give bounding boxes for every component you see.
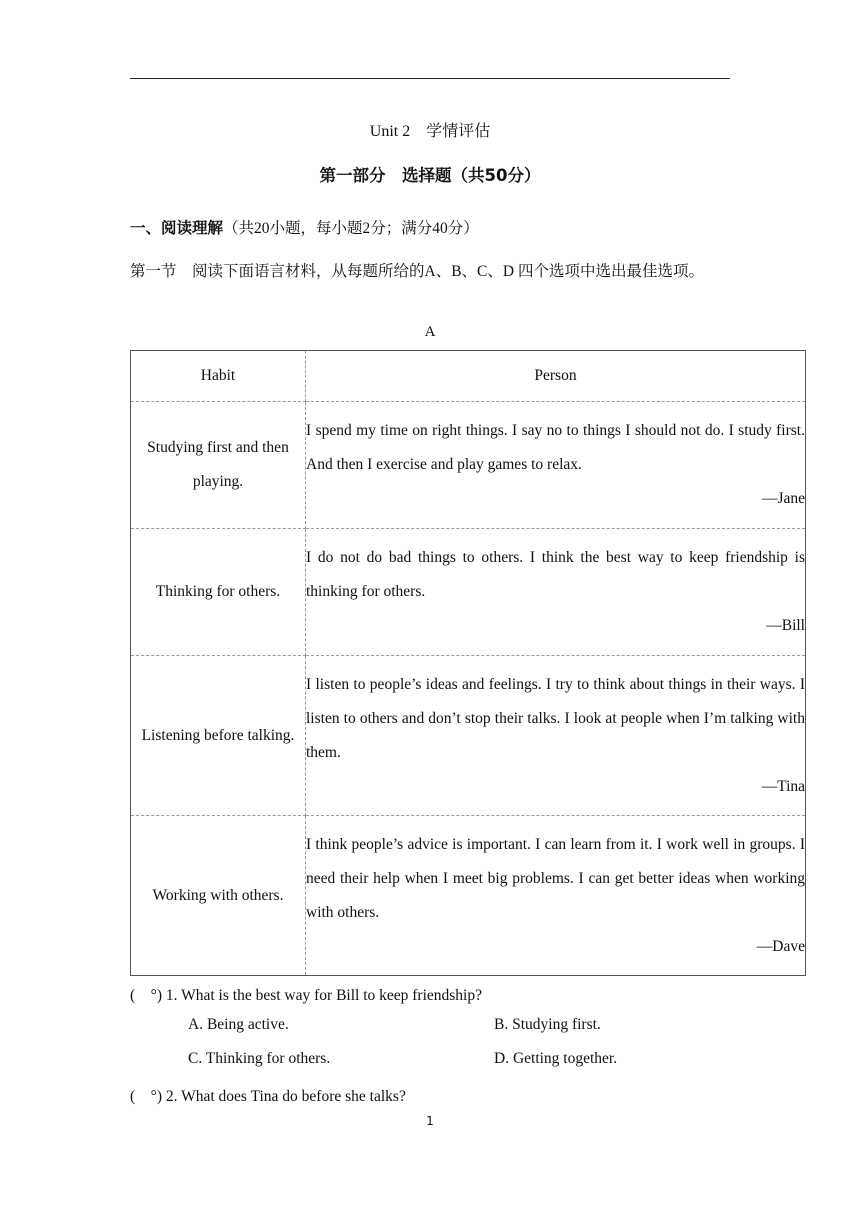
header-habit: Habit [131, 351, 306, 402]
person-cell [306, 656, 806, 816]
person-cell [306, 402, 806, 529]
header-person: Person [306, 351, 806, 402]
passage-label: A [424, 324, 436, 340]
habit-cell: Working with others. [131, 816, 306, 976]
person-text: I spend my time on right things. I say no to things I should not do. I study first. And then I exercise and play games to relax. [306, 422, 805, 473]
table-header-row [131, 351, 806, 402]
person-signature: —Tina [761, 777, 805, 795]
habits-table [130, 350, 806, 976]
part-heading: 第一部分 选择题（共50分） [319, 166, 541, 185]
section-heading [130, 216, 479, 238]
option-d: D. Getting together. [494, 1050, 618, 1067]
person-signature: —Dave [756, 937, 805, 955]
table-row [131, 402, 806, 529]
option-b: B. Studying first. [494, 1016, 601, 1033]
table-row [131, 656, 806, 816]
person-signature: —Bill [766, 617, 805, 634]
person-cell [306, 816, 806, 976]
page-title: Unit 2 学情评估 [369, 123, 491, 140]
instruction: 第一节 阅读下面语言材料，从每题所给的A、B、C、D 四个选项中选出最佳选项。 [130, 263, 704, 280]
person-text: I do not do bad things to others. I think the best way to keep friendship is thinking for others. [306, 549, 805, 600]
habit-cell: Listening before talking. [131, 656, 306, 816]
option-c: C. Thinking for others. [188, 1050, 331, 1067]
section-note: （共20小题，每小题2分；满分40分） [223, 220, 479, 237]
option-a: A. Being active. [188, 1016, 289, 1033]
table-row [131, 529, 806, 656]
section-head: 一、阅读理解 [130, 219, 224, 237]
question-1: ( °) 1. What is the best way for Bill to keep friendship? [130, 987, 482, 1004]
person-text: I listen to people’s ideas and feelings. I try to think about things in their ways. I listen to others and don’t stop their talks. I look at people when I’m talking with them. [306, 675, 805, 761]
table-row [131, 816, 806, 976]
page-number: 1 [426, 1114, 434, 1128]
habit-cell: Studying first and then playing. [131, 402, 306, 529]
habit-cell: Thinking for others. [131, 529, 306, 656]
person-text: I think people’s advice is important. I can learn from it. I work well in groups. I need their help when I meet big problems. I can get better ideas when working with others. [306, 835, 805, 921]
top-rule [130, 78, 730, 79]
person-signature: —Jane [761, 490, 805, 507]
question-2: ( °) 2. What does Tina do before she talks? [130, 1088, 406, 1105]
person-cell [306, 529, 806, 656]
